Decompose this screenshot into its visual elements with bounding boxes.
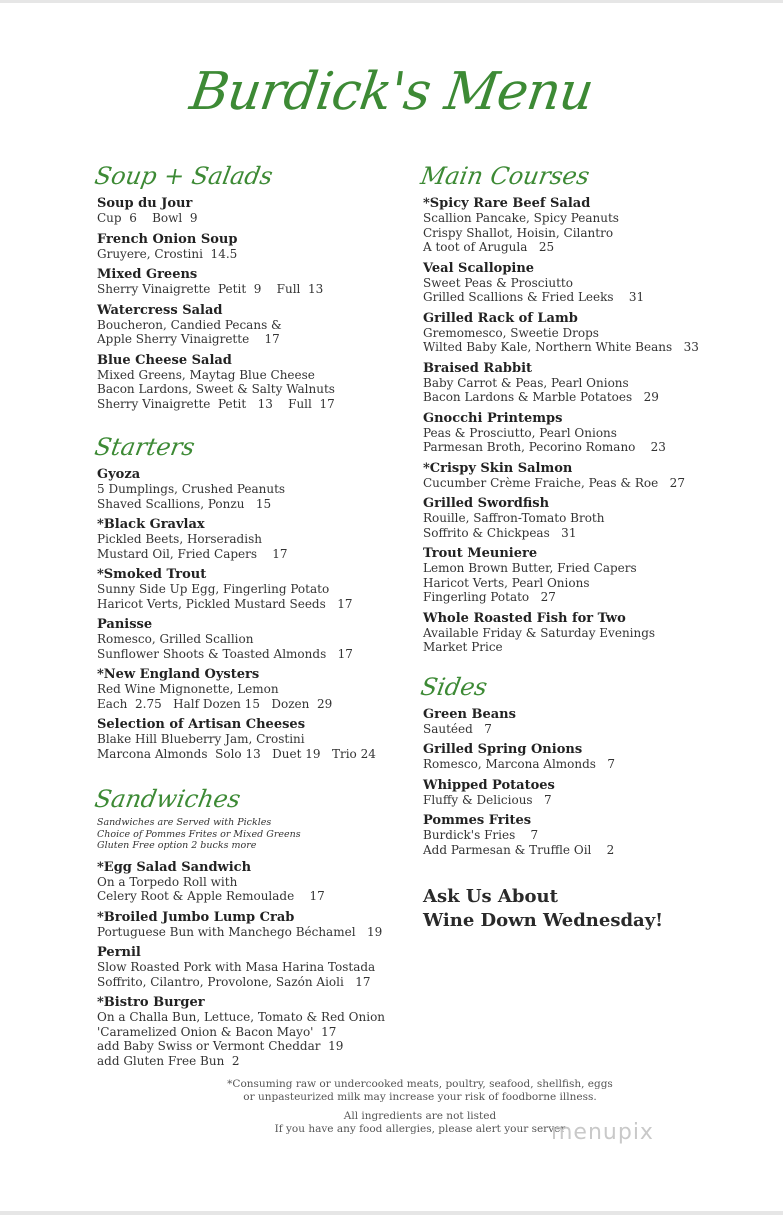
food-safety-warning [120, 1078, 720, 1104]
item-description: Romesco, Grilled Scallion [97, 632, 254, 646]
item-name: Green Beans [423, 706, 516, 722]
item-description: Sherry Vinaigrette Petit 9 Full 13 [97, 282, 324, 296]
item-description: Soffrito, Cilantro, Provolone, Sazón Aioli 17 [97, 974, 371, 989]
item-description: Mixed Greens, Maytag Blue Cheese [97, 367, 315, 382]
item-name: *Bistro Burger [97, 995, 205, 1010]
section-items [423, 707, 763, 858]
item-description: Blake Hill Blueberry Jam, Crostini [97, 732, 305, 746]
menu-item [423, 611, 763, 655]
item-description: Fingerling Potato 27 [423, 590, 556, 604]
item-description: Crispy Shallot, Hoisin, Cilantro [423, 225, 614, 240]
warning-line: *Consuming raw or undercooked meats, poultry, seafood, shellfish, eggs [227, 1078, 613, 1090]
item-description: Pickled Beets, Horseradish [97, 532, 262, 546]
item-name: Whole Roasted Fish for Two [423, 610, 626, 626]
item-name: Grilled Swordfish [423, 496, 550, 511]
section-items [97, 196, 397, 411]
right-column [418, 162, 763, 933]
section-items [97, 860, 397, 1069]
menu-item [423, 261, 763, 305]
item-name: *Smoked Trout [97, 567, 207, 582]
sandwich-notes [97, 817, 397, 852]
item-description: Gremomesco, Sweetie Drops [423, 325, 599, 340]
menu-item [97, 567, 397, 611]
section-title-soup-salads: Soup + Salads [92, 162, 275, 190]
item-description: Grilled Scallions & Fried Leeks 31 [423, 290, 645, 304]
menu-item [97, 196, 397, 226]
menu-item [97, 267, 397, 297]
section-items [423, 196, 763, 655]
item-description: Lemon Brown Butter, Fried Capers [423, 561, 637, 575]
note-line: Gluten Free option 2 bucks more [97, 840, 257, 851]
section-starters [92, 433, 397, 761]
item-name: Gyoza [97, 467, 141, 482]
item-name: *Black Gravlax [97, 517, 205, 532]
item-description: Market Price [423, 640, 503, 654]
promo-block [423, 885, 763, 933]
menu-item [97, 910, 397, 940]
item-description: 'Caramelized Onion & Bacon Mayo' 17 [97, 1024, 337, 1039]
item-name: Grilled Spring Onions [423, 742, 583, 757]
left-column [92, 162, 397, 1068]
item-description: Rouille, Saffron-Tomato Broth [423, 511, 605, 525]
item-description: Portuguese Bun with Manchego Béchamel 19 [97, 924, 383, 939]
menu-item [423, 707, 763, 737]
item-description: Apple Sherry Vinaigrette 17 [97, 332, 280, 346]
item-name: *Egg Salad Sandwich [97, 859, 252, 875]
item-description: Baby Carrot & Peas, Pearl Onions [423, 375, 629, 390]
section-items [97, 467, 397, 761]
item-description: On a Torpedo Roll with [97, 874, 238, 889]
note-line: Sandwiches are Served with Pickles [97, 817, 272, 828]
section-sandwiches [92, 785, 397, 1068]
item-description: Celery Root & Apple Remoulade 17 [97, 889, 325, 903]
item-description: Sautéed 7 [423, 721, 492, 736]
menu-item [97, 353, 397, 412]
menu-item [423, 461, 763, 491]
item-description: Add Parmesan & Truffle Oil 2 [423, 842, 615, 857]
item-description: Each 2.75 Half Dozen 15 Dozen 29 [97, 696, 333, 711]
promo-line-2: Wine Down Wednesday! [423, 910, 664, 931]
menu-item [97, 517, 397, 561]
item-description: 5 Dumplings, Crushed Peanuts [97, 482, 286, 496]
item-name: Grilled Rack of Lamb [423, 310, 578, 326]
menu-item [97, 667, 397, 711]
item-description: Haricot Verts, Pickled Mustard Seeds 17 [97, 596, 353, 611]
note-line: Choice of Pommes Frites or Mixed Greens [97, 828, 301, 840]
menu-item [423, 311, 763, 355]
menu-item [423, 411, 763, 455]
item-name: *Spicy Rare Beef Salad [423, 196, 591, 211]
item-description: Red Wine Mignonette, Lemon [97, 682, 279, 696]
item-description: Mustard Oil, Fried Capers 17 [97, 546, 288, 561]
menu-item [423, 496, 763, 540]
watermark: menupix [551, 1120, 654, 1145]
item-description: Parmesan Broth, Pecorino Romano 23 [423, 440, 666, 454]
section-title-sandwiches: Sandwiches [92, 785, 243, 813]
menu-title: Burdick's Menu [186, 62, 597, 122]
item-description: Soffrito & Chickpeas 31 [423, 525, 577, 540]
menu-item [97, 617, 397, 661]
section-soup-salads [92, 162, 397, 411]
menu-item [97, 467, 397, 511]
menu-item [97, 945, 397, 989]
item-description: Available Friday & Saturday Evenings [423, 625, 656, 640]
allergy-line: If you have any food allergies, please alert your server [274, 1123, 566, 1135]
item-description: Boucheron, Candied Pecans & [97, 317, 282, 332]
item-name: French Onion Soup [97, 231, 238, 247]
item-description: Sherry Vinaigrette Petit 13 Full 17 [97, 396, 335, 411]
item-name: Braised Rabbit [423, 360, 533, 376]
top-border [0, 0, 783, 3]
section-title-sides: Sides [418, 672, 490, 701]
promo-line-1: Ask Us About [423, 886, 558, 907]
item-description: Burdick's Fries 7 [423, 828, 539, 842]
item-name: *Broiled Jumbo Lump Crab [97, 909, 295, 925]
item-name: Soup du Jour [97, 196, 193, 211]
item-description: A toot of Arugula 25 [423, 240, 555, 254]
item-name: Whipped Potatoes [423, 777, 555, 793]
item-description: Gruyere, Crostini 14.5 [97, 246, 238, 261]
menu-item [423, 778, 763, 808]
section-title-starters: Starters [92, 433, 197, 461]
item-name: Veal Scallopine [423, 260, 535, 276]
menu-item [97, 995, 397, 1068]
item-name: Panisse [97, 617, 153, 632]
item-name: Pommes Frites [423, 813, 532, 828]
item-description: Romesco, Marcona Almonds 7 [423, 757, 616, 771]
item-name: Selection of Artisan Cheeses [97, 717, 306, 732]
menu-item [423, 196, 763, 255]
bottom-border [0, 1211, 783, 1215]
item-description: On a Challa Bun, Lettuce, Tomato & Red Onion [97, 1010, 386, 1024]
item-description: add Gluten Free Bun 2 [97, 1053, 240, 1068]
warning-line: or unpasteurized milk may increase your risk of foodborne illness. [243, 1091, 597, 1103]
item-description: Sweet Peas & Prosciutto [423, 275, 573, 290]
menu-item [97, 860, 397, 904]
item-name: Trout Meuniere [423, 546, 538, 561]
item-description: Marcona Almonds Solo 13 Duet 19 Trio 24 [97, 746, 376, 761]
menu-item [423, 813, 763, 857]
item-description: Sunflower Shoots & Toasted Almonds 17 [97, 646, 353, 661]
item-name: Watercress Salad [97, 302, 223, 318]
item-description: Cucumber Crème Fraiche, Peas & Roe 27 [423, 475, 685, 490]
item-description: Fluffy & Delicious 7 [423, 792, 552, 807]
item-name: Pernil [97, 945, 141, 960]
item-description: Slow Roasted Pork with Masa Harina Tostada [97, 960, 376, 974]
item-description: add Baby Swiss or Vermont Cheddar 19 [97, 1039, 344, 1053]
menu-item [97, 717, 397, 761]
item-description: Wilted Baby Kale, Northern White Beans 33 [423, 340, 699, 354]
item-description: Cup 6 Bowl 9 [97, 211, 198, 225]
menu-item [97, 232, 397, 262]
menu-item [423, 361, 763, 405]
item-description: Bacon Lardons, Sweet & Salty Walnuts [97, 382, 335, 396]
item-name: *New England Oysters [97, 667, 260, 682]
item-description: Scallion Pancake, Spicy Peanuts [423, 211, 619, 225]
item-name: *Crispy Skin Salmon [423, 460, 573, 476]
menu-item [97, 303, 397, 347]
item-name: Blue Cheese Salad [97, 352, 232, 368]
allergy-line: All ingredients are not listed [343, 1110, 497, 1122]
item-description: Haricot Verts, Pearl Onions [423, 575, 590, 590]
section-title-main-courses: Main Courses [418, 162, 592, 190]
menu-item [423, 546, 763, 605]
section-sides [418, 672, 763, 858]
item-description: Sunny Side Up Egg, Fingerling Potato [97, 582, 330, 596]
section-main-courses [418, 162, 763, 655]
item-description: Bacon Lardons & Marble Potatoes 29 [423, 390, 659, 404]
item-description: Shaved Scallions, Ponzu 15 [97, 496, 272, 511]
menu-item [423, 742, 763, 772]
item-name: Gnocchi Printemps [423, 410, 563, 426]
item-description: Peas & Prosciutto, Pearl Onions [423, 425, 617, 440]
item-name: Mixed Greens [97, 267, 198, 282]
